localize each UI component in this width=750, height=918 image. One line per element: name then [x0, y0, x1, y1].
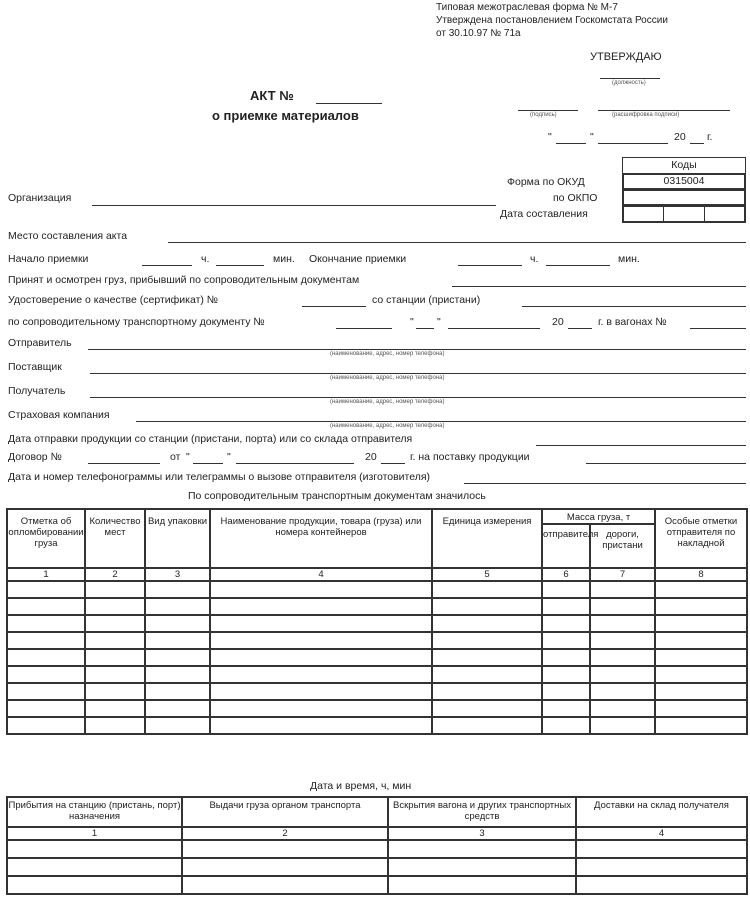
table-cell [655, 581, 747, 598]
approve-date-quote-close: " [590, 131, 594, 143]
table-cell [432, 649, 542, 666]
transport-doc-year-line [568, 328, 592, 329]
table-cell [210, 598, 432, 615]
table-cell [590, 598, 655, 615]
approve-date-day-line [556, 143, 586, 144]
start-minutes-line [216, 265, 264, 266]
end-minutes-line [546, 265, 610, 266]
date-cell-divider [663, 205, 664, 223]
organization-line [92, 205, 496, 206]
date-cell-divider [704, 205, 705, 223]
col-places-count: Количество мест [85, 509, 145, 568]
table-cell [432, 683, 542, 700]
table-cell [85, 700, 145, 717]
okud-value-cell [622, 173, 746, 190]
approve-date-year: 20 [674, 131, 686, 143]
table-row [7, 717, 747, 734]
contract-month-line [236, 463, 354, 464]
place-line [168, 242, 746, 243]
approve-position-line [600, 78, 660, 79]
table-cell [7, 700, 85, 717]
table-cell [432, 632, 542, 649]
telegram-label: Дата и номер телефонограммы или телеграммы о вызове отправителя (изготовителя) [8, 471, 431, 483]
table-cell [590, 581, 655, 598]
act-number-label: АКТ № [250, 88, 294, 103]
start-minutes-unit: мин. [273, 253, 295, 265]
approve-label: УТВЕРЖДАЮ [590, 51, 662, 63]
table-cell [145, 666, 210, 683]
col-opening: Вскрытия вагона и других транспортных средств [388, 797, 576, 827]
end-minutes-unit: мин. [618, 253, 640, 265]
table-cell [210, 717, 432, 734]
table-cell [85, 683, 145, 700]
table-cell [590, 632, 655, 649]
table-cell [590, 615, 655, 632]
col-seal-mark: Отметка об опломбировании груза [7, 509, 85, 568]
col-mass-sender: отправителя [542, 524, 590, 568]
table-row [7, 840, 747, 858]
approve-decode-line [598, 110, 730, 111]
col-number: 1 [7, 568, 85, 581]
table-cell [432, 717, 542, 734]
supplier-label: Поставщик [8, 361, 62, 373]
col-number: 2 [85, 568, 145, 581]
table-cell [655, 632, 747, 649]
table-cell [432, 666, 542, 683]
table-cell [85, 632, 145, 649]
contract-year: 20 [365, 451, 377, 463]
insurance-line [136, 421, 746, 422]
start-label: Начало приемки [8, 253, 89, 265]
goods-table-body [7, 581, 747, 734]
form-reference-line1: Типовая межотраслевая форма № М-7 [436, 2, 618, 13]
table-cell [655, 683, 747, 700]
ship-date-label: Дата отправки продукции со станции (пристани, порта) или со склада отправителя [8, 433, 413, 445]
okpo-label: по ОКПО [553, 192, 598, 204]
in-wagons-label: г. в вагонах № [598, 316, 667, 328]
approve-signature-line [518, 110, 578, 111]
accepted-label: Принят и осмотрен груз, прибывший по сопроводительным документам [8, 274, 360, 286]
contract-quote-close: " [227, 451, 231, 463]
table-cell [210, 581, 432, 598]
table-cell [590, 717, 655, 734]
col-number: 4 [210, 568, 432, 581]
sender-caption: (наименование, адрес, номер телефона) [330, 351, 445, 357]
form-reference-line3: от 30.10.97 № 71а [436, 28, 521, 39]
table-cell [145, 615, 210, 632]
table-cell [85, 666, 145, 683]
col-mass-road: дороги, пристани [590, 524, 655, 568]
table-cell [388, 840, 576, 858]
col-special-marks: Особые отметки отправителя по накладной [655, 509, 747, 568]
transport-doc-day-line [416, 328, 434, 329]
table-cell [542, 666, 590, 683]
table-cell [145, 581, 210, 598]
table-cell [85, 598, 145, 615]
transport-doc-month-line [448, 328, 540, 329]
transport-doc-label: по сопроводительному транспортному документу № [8, 316, 265, 328]
table-cell [182, 858, 388, 876]
table-cell [145, 683, 210, 700]
table-cell [542, 717, 590, 734]
telegram-line [464, 483, 746, 484]
col-delivery: Доставки на склад получателя [576, 797, 747, 827]
table-cell [85, 649, 145, 666]
table-cell [210, 632, 432, 649]
table-row [7, 649, 747, 666]
col-mass-group: Масса груза, т [542, 509, 655, 524]
approve-date-g: г. [707, 131, 713, 143]
table-cell [145, 717, 210, 734]
table-cell [655, 666, 747, 683]
table-cell [576, 858, 747, 876]
col-product-name: Наименование продукции, товара (груза) или номера контейнеров [210, 509, 432, 568]
supplier-caption: (наименование, адрес, номер телефона) [330, 375, 445, 381]
table-row [7, 598, 747, 615]
table-cell [7, 717, 85, 734]
table-cell [85, 717, 145, 734]
table-cell [7, 581, 85, 598]
table-cell [576, 876, 747, 894]
certificate-line [302, 306, 366, 307]
receiver-caption: (наименование, адрес, номер телефона) [330, 399, 445, 405]
table-cell [576, 840, 747, 858]
contract-label: Договор № [8, 451, 62, 463]
date-label: Дата составления [500, 208, 588, 220]
contract-delivery-line [586, 463, 746, 464]
table-cell [432, 615, 542, 632]
table-cell [542, 615, 590, 632]
col-number: 3 [145, 568, 210, 581]
table-cell [7, 858, 182, 876]
col-number: 6 [542, 568, 590, 581]
table1-caption: По сопроводительным транспортным документам значилось [188, 490, 486, 502]
table-cell [7, 649, 85, 666]
contract-day-line [193, 463, 223, 464]
transport-doc-line [336, 328, 392, 329]
supplier-line [90, 373, 746, 374]
act-subtitle: о приемке материалов [212, 108, 359, 123]
place-label: Место составления акта [8, 230, 128, 242]
table-cell [590, 683, 655, 700]
table-cell [145, 598, 210, 615]
table-cell [590, 700, 655, 717]
table-cell [590, 666, 655, 683]
timing-table [6, 796, 748, 895]
table-cell [7, 632, 85, 649]
receiver-line [90, 397, 746, 398]
col-number: 4 [576, 827, 747, 840]
table-cell [655, 598, 747, 615]
contract-number-line [88, 463, 160, 464]
col-unit: Единица измерения [432, 509, 542, 568]
certificate-label: Удостоверение о качестве (сертификат) № [8, 294, 219, 306]
table-cell [145, 649, 210, 666]
transport-doc-quote-open: " [410, 316, 414, 328]
sender-label: Отправитель [8, 337, 72, 349]
insurance-caption: (наименование, адрес, номер телефона) [330, 423, 445, 429]
col-number: 8 [655, 568, 747, 581]
form-reference-line2: Утверждена постановлением Госкомстата России [436, 15, 668, 26]
table-cell [655, 615, 747, 632]
table-cell [210, 615, 432, 632]
table-cell [145, 700, 210, 717]
end-hours-unit: ч. [530, 253, 539, 265]
from-station-line [522, 306, 746, 307]
table-cell [388, 876, 576, 894]
goods-table [6, 508, 748, 735]
act-number-line [316, 103, 382, 104]
table-row [7, 700, 747, 717]
organization-label: Организация [8, 192, 72, 204]
approve-date-month-line [598, 143, 668, 144]
table-cell [7, 840, 182, 858]
table-cell [7, 615, 85, 632]
col-number: 7 [590, 568, 655, 581]
date-value-cell [622, 205, 746, 223]
table-cell [542, 632, 590, 649]
col-number: 2 [182, 827, 388, 840]
sender-line [88, 349, 746, 350]
col-arrival: Прибытия на станцию (пристань, порт) назначения [7, 797, 182, 827]
table-cell [432, 598, 542, 615]
okud-label: Форма по ОКУД [507, 176, 585, 188]
contract-year-line [381, 463, 405, 464]
table-cell [655, 717, 747, 734]
table-cell [210, 649, 432, 666]
transport-doc-quote-close: " [437, 316, 441, 328]
table-cell [85, 615, 145, 632]
approve-date-year-line [690, 143, 704, 144]
end-hours-line [458, 265, 522, 266]
transport-doc-year: 20 [552, 316, 564, 328]
insurance-label: Страховая компания [8, 409, 110, 421]
table-cell [655, 649, 747, 666]
col-release: Выдачи груза органом транспорта [182, 797, 388, 827]
contract-from-label: от [170, 451, 181, 463]
timing-table-body [7, 840, 747, 894]
table-cell [542, 700, 590, 717]
codes-header: Коды [671, 159, 697, 171]
table-cell [7, 666, 85, 683]
table-row [7, 632, 747, 649]
col-package-type: Вид упаковки [145, 509, 210, 568]
table-cell [210, 666, 432, 683]
table-cell [432, 700, 542, 717]
table-row [7, 683, 747, 700]
table-cell [210, 683, 432, 700]
col-number: 1 [7, 827, 182, 840]
table-cell [210, 700, 432, 717]
table-row [7, 615, 747, 632]
approve-decode-caption: (расшифровка подписи) [612, 112, 680, 118]
accepted-line [452, 286, 746, 287]
contract-delivery-label: г. на поставку продукции [410, 451, 530, 463]
table-row [7, 666, 747, 683]
in-wagons-line [690, 328, 746, 329]
okpo-value-cell [622, 189, 746, 206]
receiver-label: Получатель [8, 385, 66, 397]
table2-caption: Дата и время, ч, мин [310, 780, 412, 792]
table-cell [542, 581, 590, 598]
col-number: 3 [388, 827, 576, 840]
okud-value: 0315004 [663, 175, 705, 187]
approve-date-quote-open: " [548, 131, 552, 143]
approve-position-caption: (должность) [612, 80, 646, 86]
start-hours-line [142, 265, 192, 266]
table-row [7, 581, 747, 598]
table-cell [7, 683, 85, 700]
table-row [7, 876, 747, 894]
table-cell [542, 683, 590, 700]
start-hours-unit: ч. [201, 253, 210, 265]
table-cell [542, 598, 590, 615]
table-cell [145, 632, 210, 649]
table-cell [7, 876, 182, 894]
table-cell [182, 840, 388, 858]
ship-date-line [536, 445, 746, 446]
end-label: Окончание приемки [309, 253, 407, 265]
codes-header-cell [622, 157, 746, 174]
table-cell [85, 581, 145, 598]
table-cell [590, 649, 655, 666]
table-cell [432, 581, 542, 598]
contract-quote-open: " [186, 451, 190, 463]
table-row [7, 858, 747, 876]
table-cell [655, 700, 747, 717]
table-cell [388, 858, 576, 876]
table-cell [182, 876, 388, 894]
col-number: 5 [432, 568, 542, 581]
from-station-label: со станции (пристани) [372, 294, 481, 306]
table-cell [542, 649, 590, 666]
table-cell [7, 598, 85, 615]
approve-signature-caption: (подпись) [530, 112, 557, 118]
